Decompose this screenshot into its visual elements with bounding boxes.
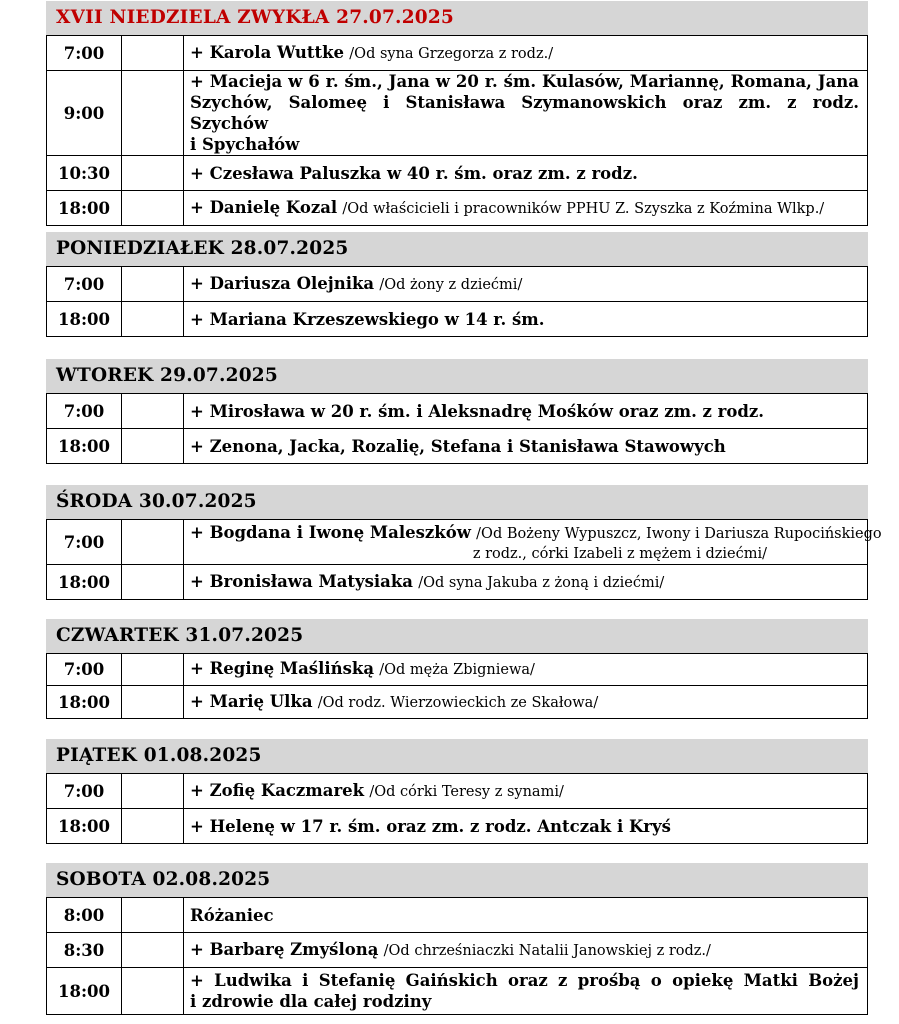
mass-table — [46, 773, 868, 844]
mass-time: 18:00 — [47, 686, 122, 719]
day-block-thursday — [46, 619, 868, 719]
mass-intention — [184, 156, 868, 191]
empty-cell — [122, 809, 184, 844]
day-block-monday — [46, 232, 868, 337]
empty-cell — [122, 394, 184, 429]
day-header: SOBOTA 02.08.2025 — [46, 863, 868, 897]
mass-intention — [184, 933, 868, 968]
intention-name: + Marię Ulka — [190, 691, 313, 711]
mass-time: 10:30 — [47, 156, 122, 191]
mass-time: 18:00 — [47, 968, 122, 1015]
intention-note: /Od chrześniaczki Natalii Janowskiej z rodz./ — [383, 942, 711, 959]
day-block-friday — [46, 739, 868, 844]
mass-row — [47, 302, 868, 337]
mass-time: 7:00 — [47, 394, 122, 429]
mass-row — [47, 686, 868, 719]
mass-row — [47, 968, 868, 1015]
mass-intention — [184, 394, 868, 429]
mass-row — [47, 933, 868, 968]
mass-row — [47, 654, 868, 686]
mass-time: 18:00 — [47, 565, 122, 600]
intention-name: + Danielę Kozal — [190, 197, 338, 217]
mass-row — [47, 71, 868, 156]
mass-time: 7:00 — [47, 267, 122, 302]
mass-time: 18:00 — [47, 302, 122, 337]
empty-cell — [122, 686, 184, 719]
mass-intention — [184, 520, 882, 565]
empty-cell — [122, 302, 184, 337]
empty-cell — [122, 520, 184, 565]
day-header: ŚRODA 30.07.2025 — [46, 485, 868, 519]
mass-row — [47, 267, 868, 302]
empty-cell — [122, 36, 184, 71]
empty-cell — [122, 654, 184, 686]
mass-time: 18:00 — [47, 809, 122, 844]
mass-time: 18:00 — [47, 429, 122, 464]
intention-line: Szychów, Salomeę i Stanisława Szymanowskich oraz zm. z rodz. Szychów — [190, 93, 859, 133]
mass-intention — [184, 968, 868, 1015]
empty-cell — [122, 565, 184, 600]
intention-line: + Macieja w 6 r. śm., Jana w 20 r. śm. Kulasów, Mariannę, Romana, Jana — [190, 72, 859, 91]
mass-time: 8:00 — [47, 898, 122, 933]
intention-name: + Bogdana i Iwonę Maleszków — [190, 523, 471, 542]
intention-line: + Ludwika i Stefanię Gaińskich oraz z prośbą o opiekę Matki Bożej — [190, 971, 859, 990]
intention-note: /Od męża Zbigniewa/ — [379, 662, 535, 678]
day-header: PIĄTEK 01.08.2025 — [46, 739, 868, 773]
intention-name: + Barbarę Zmyśloną — [190, 939, 379, 959]
intention-note: /Od córki Teresy z synami/ — [369, 783, 564, 800]
day-header: XVII NIEDZIELA ZWYKŁA 27.07.2025 — [46, 1, 868, 35]
empty-cell — [122, 774, 184, 809]
empty-cell — [122, 933, 184, 968]
intention-line: i zdrowie dla całej rodziny — [190, 992, 432, 1011]
mass-table — [46, 393, 868, 464]
intention-note-continued: z rodz., córki Izabeli z mężem i dziećmi/ — [472, 546, 767, 562]
intention-name: + Czesława Paluszka w 40 r. śm. oraz zm. z rodz. — [190, 163, 638, 183]
empty-cell — [122, 71, 184, 156]
intention-name: + Karola Wuttke — [190, 42, 345, 62]
day-header: PONIEDZIAŁEK 28.07.2025 — [46, 232, 868, 266]
mass-intention — [184, 429, 868, 464]
mass-time: 8:30 — [47, 933, 122, 968]
mass-table — [46, 897, 868, 1015]
intention-line: i Spychałów — [190, 135, 300, 154]
mass-intention — [184, 36, 868, 71]
mass-table — [46, 519, 882, 600]
empty-cell — [122, 156, 184, 191]
intention-note: /Od żony z dziećmi/ — [379, 276, 523, 293]
mass-row — [47, 394, 868, 429]
mass-row — [47, 36, 868, 71]
mass-intention — [184, 191, 868, 226]
mass-row — [47, 520, 868, 565]
mass-intention — [184, 565, 868, 600]
day-header: WTOREK 29.07.2025 — [46, 359, 868, 393]
intention-name: + Zenona, Jacka, Rozalię, Stefana i Stanisława Stawowych — [190, 436, 726, 456]
mass-time: 7:00 — [47, 520, 122, 565]
mass-intention — [184, 71, 868, 156]
mass-time: 7:00 — [47, 36, 122, 71]
mass-row — [47, 774, 868, 809]
intention-name: + Dariusza Olejnika — [190, 273, 375, 293]
mass-time: 18:00 — [47, 191, 122, 226]
mass-row — [47, 429, 868, 464]
intention-name: + Reginę Maślińską — [190, 659, 375, 678]
day-block-tuesday — [46, 359, 868, 464]
intention-name: Różaniec — [190, 905, 274, 925]
day-block-saturday — [46, 863, 868, 1015]
mass-table — [46, 266, 868, 337]
mass-row — [47, 156, 868, 191]
empty-cell — [122, 968, 184, 1015]
mass-row — [47, 565, 868, 600]
mass-time: 9:00 — [47, 71, 122, 156]
intention-name: + Helenę w 17 r. śm. oraz zm. z rodz. Antczak i Kryś — [190, 816, 671, 836]
intention-name: + Mirosława w 20 r. śm. i Aleksnadrę Mośków oraz zm. z rodz. — [190, 401, 765, 421]
empty-cell — [122, 429, 184, 464]
intention-name: + Mariana Krzeszewskiego w 14 r. śm. — [190, 309, 545, 329]
intention-note: /Od rodz. Wierzowieckich ze Skałowa/ — [317, 694, 599, 711]
intention-note: /Od właścicieli i pracowników PPHU Z. Szyszka z Koźmina Wlkp./ — [342, 200, 825, 217]
intention-name: + Zofię Kaczmarek — [190, 780, 365, 800]
empty-cell — [122, 267, 184, 302]
mass-table — [46, 35, 868, 226]
intention-note: /Od Bożeny Wypuszcz, Iwony i Dariusza Rupocińskiego — [476, 526, 882, 542]
intention-note: /Od syna Jakuba z żoną i dziećmi/ — [418, 574, 665, 591]
mass-time: 7:00 — [47, 654, 122, 686]
day-header: CZWARTEK 31.07.2025 — [46, 619, 868, 653]
mass-intention — [184, 898, 868, 933]
mass-row — [47, 809, 868, 844]
mass-row — [47, 191, 868, 226]
mass-intention — [184, 686, 868, 719]
empty-cell — [122, 191, 184, 226]
mass-table — [46, 653, 868, 719]
mass-time: 7:00 — [47, 774, 122, 809]
mass-intention — [184, 302, 868, 337]
intention-note: /Od syna Grzegorza z rodz./ — [349, 45, 554, 62]
mass-intention — [184, 267, 868, 302]
day-block-sunday — [46, 1, 868, 226]
intention-name: + Bronisława Matysiaka — [190, 571, 413, 591]
day-block-wednesday — [46, 485, 882, 600]
mass-intention — [184, 809, 868, 844]
mass-intention — [184, 774, 868, 809]
mass-intention — [184, 654, 868, 686]
mass-row — [47, 898, 868, 933]
empty-cell — [122, 898, 184, 933]
